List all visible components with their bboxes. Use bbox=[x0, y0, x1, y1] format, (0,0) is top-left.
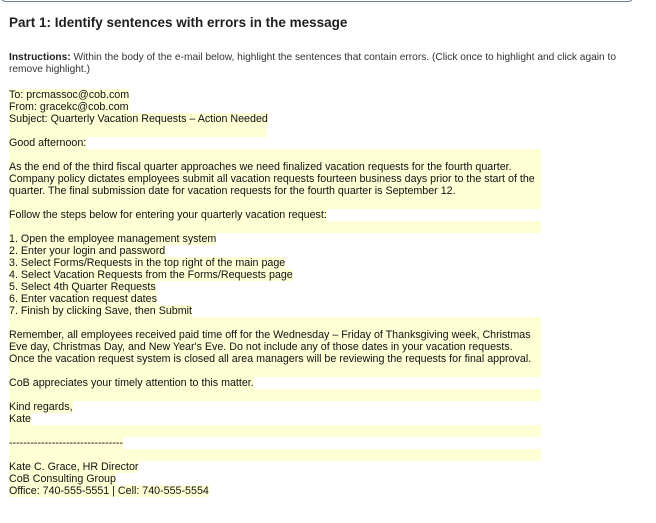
sentence-1-1[interactable]: As the end of the third fiscal quarter approaches we need finalized vacation requests for the fourth quarter. bbox=[9, 161, 512, 173]
sentence-1-2[interactable]: Company policy dictates employees submit all vacation requests fourteen business days prior to the start of the quarter. bbox=[9, 173, 535, 197]
email-step[interactable]: 2. Enter your login and password bbox=[9, 245, 166, 257]
spacer bbox=[9, 425, 541, 437]
email-subject-line[interactable]: Subject: Quarterly Vacation Requests – Action Needed bbox=[9, 113, 268, 125]
spacer bbox=[9, 125, 267, 137]
email-step[interactable]: 6. Enter vacation request dates bbox=[9, 293, 157, 305]
email-signature-phone[interactable]: Office: 740-555-5551 | Cell: 740-555-5554 bbox=[9, 485, 209, 497]
instructions bbox=[9, 52, 639, 76]
spacer bbox=[9, 149, 541, 161]
email-closing-note[interactable]: CoB appreciates your timely attention to this matter. bbox=[9, 377, 254, 389]
email-step[interactable]: 5. Select 4th Quarter Requests bbox=[9, 281, 156, 293]
email-step[interactable]: 1. Open the employee management system bbox=[9, 233, 217, 245]
sentence-1-3[interactable]: The final submission date for vacation requests for the fourth quarter is September 12. bbox=[48, 185, 456, 197]
email-signature-company[interactable]: CoB Consulting Group bbox=[9, 473, 116, 485]
spacer bbox=[9, 197, 541, 209]
instructions-label: Instructions: bbox=[9, 52, 71, 63]
email-body bbox=[9, 89, 541, 497]
email-step[interactable]: 3. Select Forms/Requests in the top right of the main page bbox=[9, 257, 286, 269]
email-step[interactable]: 4. Select Vacation Requests from the Forms/Requests page bbox=[9, 269, 293, 281]
spacer bbox=[9, 389, 541, 401]
instructions-text: Within the body of the e-mail below, highlight the sentences that contain errors. (Click once to highlight and click again to remove highlight.) bbox=[9, 52, 617, 75]
email-sign-off[interactable]: Kind regards, bbox=[9, 401, 73, 413]
previous-panel-border bbox=[0, 0, 634, 2]
email-from-line[interactable]: From: gracekc@cob.com bbox=[9, 101, 129, 113]
email-signature-divider[interactable]: -------------------------------- bbox=[9, 437, 123, 449]
sentence-2-3[interactable]: Once the vacation request system is closed all area managers will be reviewing the requests for final approval. bbox=[9, 353, 532, 365]
email-signature-name[interactable]: Kate C. Grace, HR Director bbox=[9, 461, 139, 473]
email-paragraph-1 bbox=[9, 161, 541, 197]
email-steps-intro[interactable]: Follow the steps below for entering your quarterly vacation request: bbox=[9, 209, 327, 221]
email-to-line[interactable]: To: prcmassoc@cob.com bbox=[9, 89, 130, 101]
spacer bbox=[9, 449, 541, 461]
part-title: Part 1: Identify sentences with errors in the message bbox=[9, 15, 348, 30]
spacer bbox=[9, 317, 541, 329]
sentence-2-1[interactable]: Remember, all employees received paid time off for the Wednesday – Friday of Thanksgiving week, Christmas Eve day, Christmas Day, and New Year's Eve. bbox=[9, 329, 531, 353]
spacer bbox=[9, 221, 541, 233]
email-greeting[interactable]: Good afternoon: bbox=[9, 137, 87, 149]
spacer bbox=[9, 365, 541, 377]
sentence-2-2[interactable]: Do not include any of those dates in your vacation requests. bbox=[229, 341, 513, 353]
email-sign-name[interactable]: Kate bbox=[9, 413, 31, 425]
email-step[interactable]: 7. Finish by clicking Save, then Submit bbox=[9, 305, 192, 317]
email-paragraph-2 bbox=[9, 329, 541, 365]
